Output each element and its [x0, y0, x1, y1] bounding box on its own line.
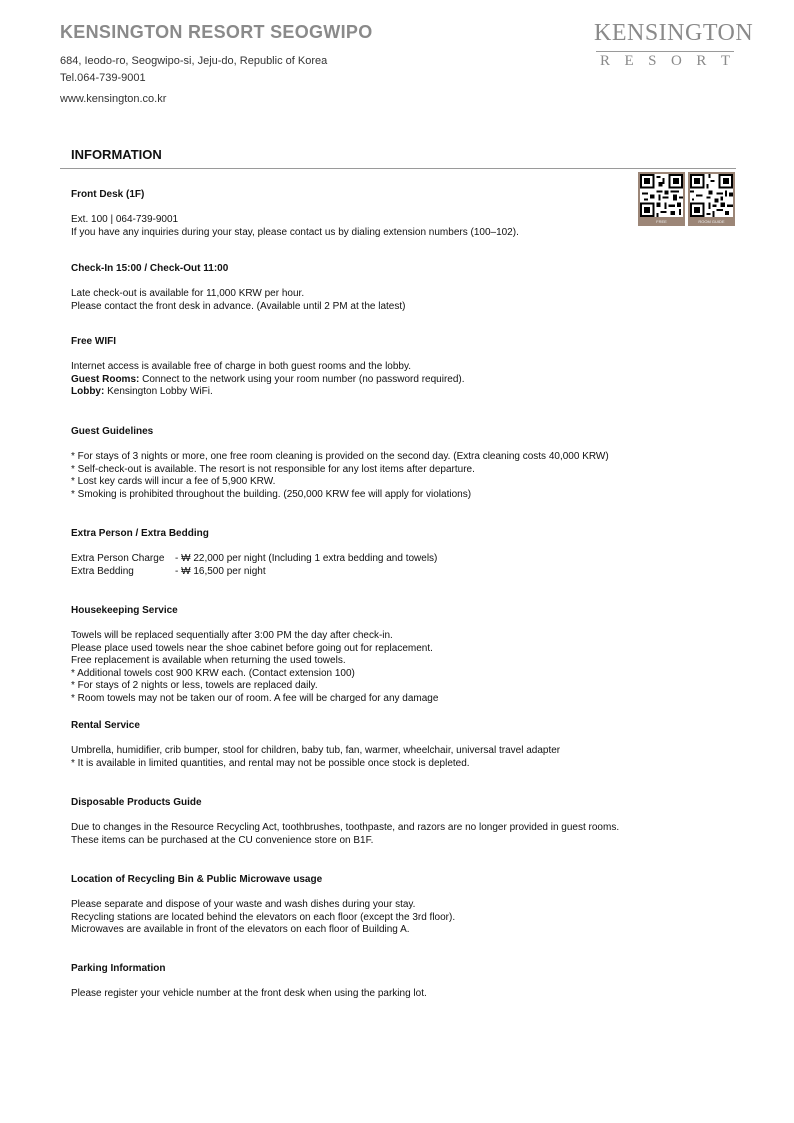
guidelines-heading: Guest Guidelines	[71, 426, 154, 437]
disposable-heading: Disposable Products Guide	[71, 797, 202, 808]
resort-name: KENSINGTON RESORT SEOGWIPO	[60, 22, 373, 42]
wifi-lobby-label: Lobby:	[71, 386, 105, 397]
wifi-rooms-text: Connect to the network using your room number (no password required).	[139, 373, 465, 385]
list-item: * For stays of 2 nights or less, towels are replaced daily.	[71, 680, 318, 691]
text-line: Please place used towels near the shoe cabinet before going out for replacement.	[71, 642, 433, 654]
wifi-rooms-label: Guest Rooms:	[71, 373, 140, 385]
guest-guidelines-section	[71, 425, 711, 501]
rental-section	[71, 719, 711, 770]
logo-subword: R E S O R T	[600, 53, 730, 69]
text-line: Late check-out is available for 11,000 KRW per hour.	[71, 288, 305, 299]
text-line: Ext. 100 | 064-739-9001	[71, 214, 179, 225]
text-line: Please separate and dispose of your waste and wash dishes during your stay.	[71, 899, 416, 910]
extra-person-section	[71, 527, 711, 578]
resort-website[interactable]: www.kensington.co.kr	[60, 93, 167, 105]
text-line: Internet access is available free of charge in both guest rooms and the lobby.	[71, 361, 412, 372]
text-line: Due to changes in the Resource Recycling Act, toothbrushes, toothpaste, and razors are no longer provided in guest rooms.	[71, 822, 620, 833]
charge-value: - ₩ 22,000 per night (Including 1 extra bedding and towels)	[175, 553, 438, 564]
logo-divider	[596, 51, 734, 52]
text-line: Free replacement is available when returning the used towels.	[71, 655, 346, 666]
extra-heading: Extra Person / Extra Bedding	[71, 528, 209, 539]
check-in-heading: Check-In 15:00 / Check-Out 11:00	[71, 263, 229, 274]
text-line: Please register your vehicle number at the front desk when using the parking lot.	[71, 988, 427, 999]
wifi-lobby-text: Kensington Lobby WiFi.	[104, 386, 213, 397]
qr-caption: ROOM GUIDE	[698, 219, 725, 224]
rental-heading: Rental Service	[71, 720, 140, 731]
list-item: * For stays of 3 nights or more, one free room cleaning is provided on the second day. (Extra cleaning costs 40,000 KRW)	[71, 451, 609, 462]
front-desk-section	[71, 188, 711, 239]
parking-heading: Parking Information	[71, 963, 166, 974]
parking-section	[71, 962, 711, 1001]
charge-label: Extra Person Charge	[71, 553, 165, 564]
text-line: Microwaves are available in front of the elevators on each floor of Building A.	[71, 924, 410, 935]
text-line: Towels will be replaced sequentially after 3:00 PM the day after check-in.	[71, 630, 393, 641]
list-item: * Smoking is prohibited throughout the building. (250,000 KRW fee will apply for violations)	[71, 488, 472, 500]
wifi-lobby-line	[71, 386, 711, 399]
charge-label: Extra Bedding	[71, 565, 134, 577]
text-line: Please contact the front desk in advance. (Available until 2 PM at the latest)	[71, 300, 406, 312]
qr-caption: FREE	[656, 219, 667, 224]
disposable-section	[71, 796, 711, 847]
wifi-section	[71, 335, 711, 399]
resort-phone: Tel.064-739-9001	[60, 72, 146, 84]
charge-value: - ₩ 16,500 per night	[175, 565, 266, 577]
logo-wordmark: KENSINGTON	[594, 20, 754, 46]
housekeeping-section	[71, 604, 711, 705]
text-line: Recycling stations are located behind the elevators on each floor (except the 3rd floor).	[71, 911, 456, 923]
section-divider	[60, 168, 736, 169]
kensington-resort-logo	[594, 20, 754, 72]
resort-address: 684, Ieodo-ro, Seogwipo-si, Jeju-do, Republic of Korea	[60, 55, 328, 67]
housekeeping-heading: Housekeeping Service	[71, 605, 178, 616]
charge-row	[71, 553, 711, 566]
text-line: Umbrella, humidifier, crib bumper, stool for children, baby tub, fan, warmer, wheelchair, universal travel adapter	[71, 745, 561, 756]
front-desk-heading: Front Desk (1F)	[71, 189, 145, 200]
wifi-rooms-line	[71, 374, 711, 387]
wifi-heading: Free WIFI	[71, 336, 117, 347]
list-item: * Self-check-out is available. The resort is not responsible for any lost items after departure.	[71, 463, 475, 475]
recycling-heading: Location of Recycling Bin & Public Microwave usage	[71, 874, 323, 885]
check-in-section	[71, 262, 711, 313]
text-line: These items can be purchased at the CU convenience store on B1F.	[71, 834, 374, 846]
recycling-section	[71, 873, 711, 937]
list-item: * Room towels may not be taken our of room. A fee will be charged for any damage	[71, 692, 439, 704]
charge-row	[71, 566, 711, 579]
list-item: * Additional towels cost 900 KRW each. (Contact extension 100)	[71, 667, 355, 679]
text-line: If you have any inquiries during your stay, please contact us by dialing extension numbers (100–102).	[71, 226, 519, 238]
list-item: * Lost key cards will incur a fee of 5,900 KRW.	[71, 476, 276, 487]
section-title: INFORMATION	[71, 147, 162, 162]
list-item: * It is available in limited quantities, and rental may not be possible once stock is depleted.	[71, 757, 470, 769]
